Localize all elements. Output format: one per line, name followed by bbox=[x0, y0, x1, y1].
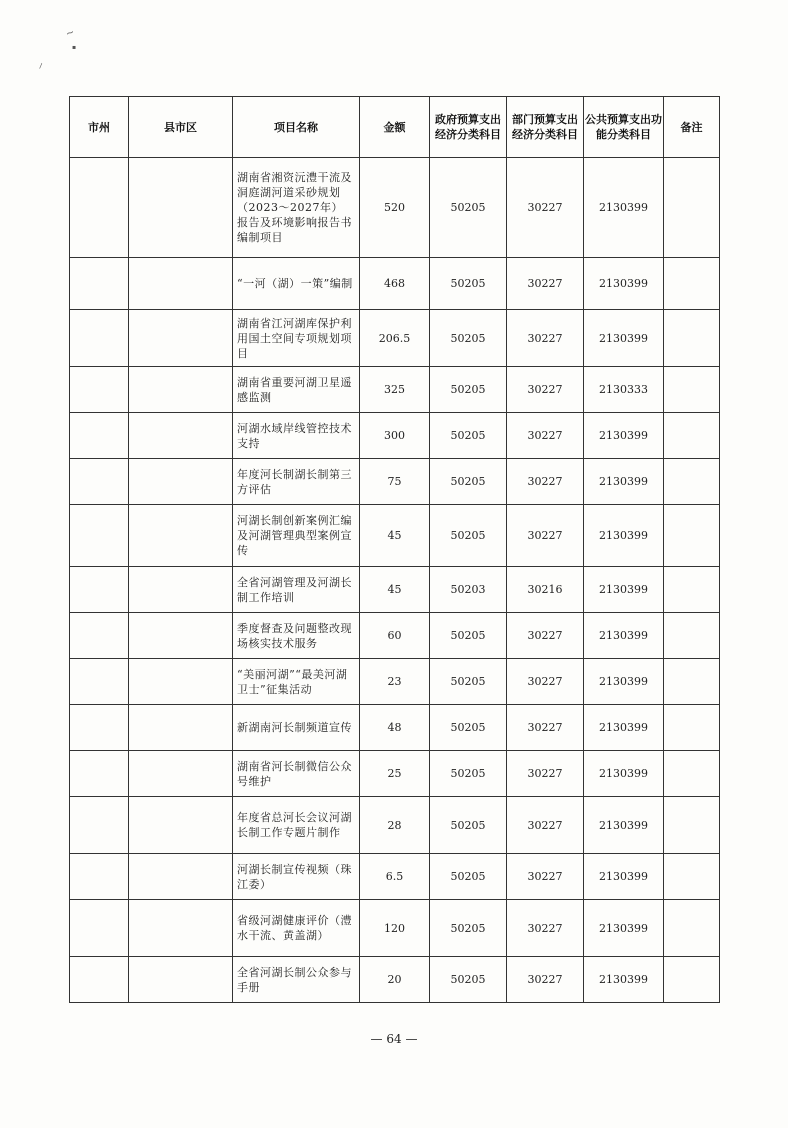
cell-gov-econ-class: 50205 bbox=[430, 751, 507, 797]
cell-remark bbox=[664, 310, 720, 367]
cell-city bbox=[70, 413, 129, 459]
table-row bbox=[70, 158, 720, 258]
cell-dept-econ-class: 30227 bbox=[507, 367, 584, 413]
cell-gov-econ-class: 50205 bbox=[430, 367, 507, 413]
cell-amount: 206.5 bbox=[360, 310, 430, 367]
cell-public-func-class: 2130399 bbox=[584, 900, 664, 957]
cell-dept-econ-class: 30227 bbox=[507, 797, 584, 854]
cell-city bbox=[70, 158, 129, 258]
cell-gov-econ-class: 50205 bbox=[430, 900, 507, 957]
cell-remark bbox=[664, 367, 720, 413]
header-project-name: 项目名称 bbox=[233, 97, 360, 158]
cell-project-name: 河湖长制宣传视频（珠江委） bbox=[233, 854, 360, 900]
cell-remark bbox=[664, 158, 720, 258]
cell-remark bbox=[664, 505, 720, 567]
table-row bbox=[70, 957, 720, 1003]
cell-public-func-class: 2130399 bbox=[584, 797, 664, 854]
cell-city bbox=[70, 854, 129, 900]
cell-dept-econ-class: 30227 bbox=[507, 705, 584, 751]
cell-public-func-class: 2130399 bbox=[584, 310, 664, 367]
cell-amount: 23 bbox=[360, 659, 430, 705]
cell-gov-econ-class: 50205 bbox=[430, 705, 507, 751]
cell-city bbox=[70, 797, 129, 854]
cell-gov-econ-class: 50205 bbox=[430, 613, 507, 659]
cell-amount: 20 bbox=[360, 957, 430, 1003]
cell-county bbox=[129, 413, 233, 459]
cell-project-name: 全省河湖管理及河湖长制工作培训 bbox=[233, 567, 360, 613]
table-row bbox=[70, 310, 720, 367]
cell-county bbox=[129, 505, 233, 567]
header-gov-econ-class: 政府预算支出经济分类科目 bbox=[430, 97, 507, 158]
table-row bbox=[70, 567, 720, 613]
cell-city bbox=[70, 505, 129, 567]
cell-public-func-class: 2130333 bbox=[584, 367, 664, 413]
cell-public-func-class: 2130399 bbox=[584, 505, 664, 567]
cell-remark bbox=[664, 258, 720, 310]
scan-speck: ∖ bbox=[35, 61, 45, 71]
cell-city bbox=[70, 613, 129, 659]
cell-project-name: 河湖水域岸线管控技术支持 bbox=[233, 413, 360, 459]
table-row bbox=[70, 797, 720, 854]
table-row bbox=[70, 613, 720, 659]
cell-gov-econ-class: 50205 bbox=[430, 158, 507, 258]
table-row bbox=[70, 505, 720, 567]
cell-gov-econ-class: 50205 bbox=[430, 413, 507, 459]
table-row bbox=[70, 751, 720, 797]
cell-gov-econ-class: 50205 bbox=[430, 258, 507, 310]
table-row bbox=[70, 705, 720, 751]
cell-gov-econ-class: 50203 bbox=[430, 567, 507, 613]
cell-city bbox=[70, 705, 129, 751]
cell-county bbox=[129, 900, 233, 957]
cell-dept-econ-class: 30227 bbox=[507, 613, 584, 659]
cell-county bbox=[129, 459, 233, 505]
cell-gov-econ-class: 50205 bbox=[430, 459, 507, 505]
cell-public-func-class: 2130399 bbox=[584, 258, 664, 310]
cell-remark bbox=[664, 659, 720, 705]
cell-dept-econ-class: 30227 bbox=[507, 957, 584, 1003]
cell-public-func-class: 2130399 bbox=[584, 459, 664, 505]
budget-table bbox=[69, 96, 720, 1003]
cell-city bbox=[70, 258, 129, 310]
cell-remark bbox=[664, 797, 720, 854]
header-public-func-class: 公共预算支出功能分类科目 bbox=[584, 97, 664, 158]
cell-project-name: 湖南省江河湖库保护利用国土空间专项规划项目 bbox=[233, 310, 360, 367]
cell-city bbox=[70, 567, 129, 613]
cell-dept-econ-class: 30227 bbox=[507, 751, 584, 797]
cell-city bbox=[70, 367, 129, 413]
cell-dept-econ-class: 30227 bbox=[507, 413, 584, 459]
header-dept-econ-class: 部门预算支出经济分类科目 bbox=[507, 97, 584, 158]
cell-city bbox=[70, 957, 129, 1003]
cell-gov-econ-class: 50205 bbox=[430, 659, 507, 705]
cell-amount: 45 bbox=[360, 567, 430, 613]
cell-county bbox=[129, 158, 233, 258]
cell-dept-econ-class: 30227 bbox=[507, 900, 584, 957]
cell-project-name: 河湖长制创新案例汇编及河湖管理典型案例宣传 bbox=[233, 505, 360, 567]
cell-remark bbox=[664, 459, 720, 505]
cell-public-func-class: 2130399 bbox=[584, 957, 664, 1003]
cell-public-func-class: 2130399 bbox=[584, 751, 664, 797]
cell-remark bbox=[664, 705, 720, 751]
header-amount: 金额 bbox=[360, 97, 430, 158]
cell-dept-econ-class: 30227 bbox=[507, 459, 584, 505]
cell-county bbox=[129, 310, 233, 367]
cell-project-name: “美丽河湖”“最美河湖卫士”征集活动 bbox=[233, 659, 360, 705]
cell-amount: 48 bbox=[360, 705, 430, 751]
cell-county bbox=[129, 258, 233, 310]
cell-remark bbox=[664, 413, 720, 459]
table-row bbox=[70, 413, 720, 459]
cell-city bbox=[70, 310, 129, 367]
cell-remark bbox=[664, 957, 720, 1003]
header-county: 县市区 bbox=[129, 97, 233, 158]
header-remark: 备注 bbox=[664, 97, 720, 158]
cell-public-func-class: 2130399 bbox=[584, 705, 664, 751]
cell-city bbox=[70, 900, 129, 957]
cell-project-name: 湖南省重要河湖卫星遥感监测 bbox=[233, 367, 360, 413]
scan-speck: ▪ bbox=[72, 44, 77, 51]
cell-public-func-class: 2130399 bbox=[584, 567, 664, 613]
cell-remark bbox=[664, 900, 720, 957]
table-row bbox=[70, 900, 720, 957]
cell-remark bbox=[664, 567, 720, 613]
cell-county bbox=[129, 367, 233, 413]
cell-public-func-class: 2130399 bbox=[584, 158, 664, 258]
cell-county bbox=[129, 567, 233, 613]
cell-county bbox=[129, 957, 233, 1003]
cell-county bbox=[129, 854, 233, 900]
cell-amount: 28 bbox=[360, 797, 430, 854]
cell-gov-econ-class: 50205 bbox=[430, 505, 507, 567]
cell-gov-econ-class: 50205 bbox=[430, 854, 507, 900]
cell-project-name: 年度河长制湖长制第三方评估 bbox=[233, 459, 360, 505]
cell-amount: 45 bbox=[360, 505, 430, 567]
table-row bbox=[70, 459, 720, 505]
cell-public-func-class: 2130399 bbox=[584, 854, 664, 900]
cell-public-func-class: 2130399 bbox=[584, 659, 664, 705]
cell-project-name: 年度省总河长会议河湖长制工作专题片制作 bbox=[233, 797, 360, 854]
cell-project-name: 湖南省湘资沅澧干流及洞庭湖河道采砂规划（2023～2027年）报告及环境影响报告书编制项目 bbox=[233, 158, 360, 258]
header-city: 市州 bbox=[70, 97, 129, 158]
cell-public-func-class: 2130399 bbox=[584, 613, 664, 659]
cell-amount: 75 bbox=[360, 459, 430, 505]
cell-dept-econ-class: 30216 bbox=[507, 567, 584, 613]
cell-project-name: 季度督查及问题整改现场核实技术服务 bbox=[233, 613, 360, 659]
cell-amount: 6.5 bbox=[360, 854, 430, 900]
cell-amount: 60 bbox=[360, 613, 430, 659]
cell-project-name: “一河（湖）一策”编制 bbox=[233, 258, 360, 310]
cell-dept-econ-class: 30227 bbox=[507, 258, 584, 310]
cell-gov-econ-class: 50205 bbox=[430, 310, 507, 367]
cell-amount: 468 bbox=[360, 258, 430, 310]
cell-gov-econ-class: 50205 bbox=[430, 797, 507, 854]
cell-dept-econ-class: 30227 bbox=[507, 854, 584, 900]
cell-city bbox=[70, 659, 129, 705]
cell-remark bbox=[664, 854, 720, 900]
table-row bbox=[70, 258, 720, 310]
cell-dept-econ-class: 30227 bbox=[507, 158, 584, 258]
cell-project-name: 新湖南河长制频道宣传 bbox=[233, 705, 360, 751]
table-header-row bbox=[70, 97, 720, 158]
cell-county bbox=[129, 705, 233, 751]
cell-amount: 300 bbox=[360, 413, 430, 459]
cell-project-name: 全省河湖长制公众参与手册 bbox=[233, 957, 360, 1003]
scan-speck: ~ bbox=[64, 26, 77, 41]
cell-gov-econ-class: 50205 bbox=[430, 957, 507, 1003]
cell-project-name: 省级河湖健康评价（澧水干流、黄盖湖） bbox=[233, 900, 360, 957]
cell-dept-econ-class: 30227 bbox=[507, 310, 584, 367]
table-row bbox=[70, 367, 720, 413]
cell-county bbox=[129, 659, 233, 705]
cell-project-name: 湖南省河长制微信公众号维护 bbox=[233, 751, 360, 797]
cell-amount: 325 bbox=[360, 367, 430, 413]
table-row bbox=[70, 854, 720, 900]
cell-remark bbox=[664, 751, 720, 797]
cell-dept-econ-class: 30227 bbox=[507, 659, 584, 705]
cell-amount: 25 bbox=[360, 751, 430, 797]
cell-dept-econ-class: 30227 bbox=[507, 505, 584, 567]
cell-city bbox=[70, 459, 129, 505]
cell-county bbox=[129, 751, 233, 797]
cell-public-func-class: 2130399 bbox=[584, 413, 664, 459]
cell-remark bbox=[664, 613, 720, 659]
cell-county bbox=[129, 613, 233, 659]
cell-amount: 120 bbox=[360, 900, 430, 957]
table-row bbox=[70, 659, 720, 705]
page-number: — 64 — bbox=[370, 1032, 418, 1046]
cell-city bbox=[70, 751, 129, 797]
cell-amount: 520 bbox=[360, 158, 430, 258]
cell-county bbox=[129, 797, 233, 854]
